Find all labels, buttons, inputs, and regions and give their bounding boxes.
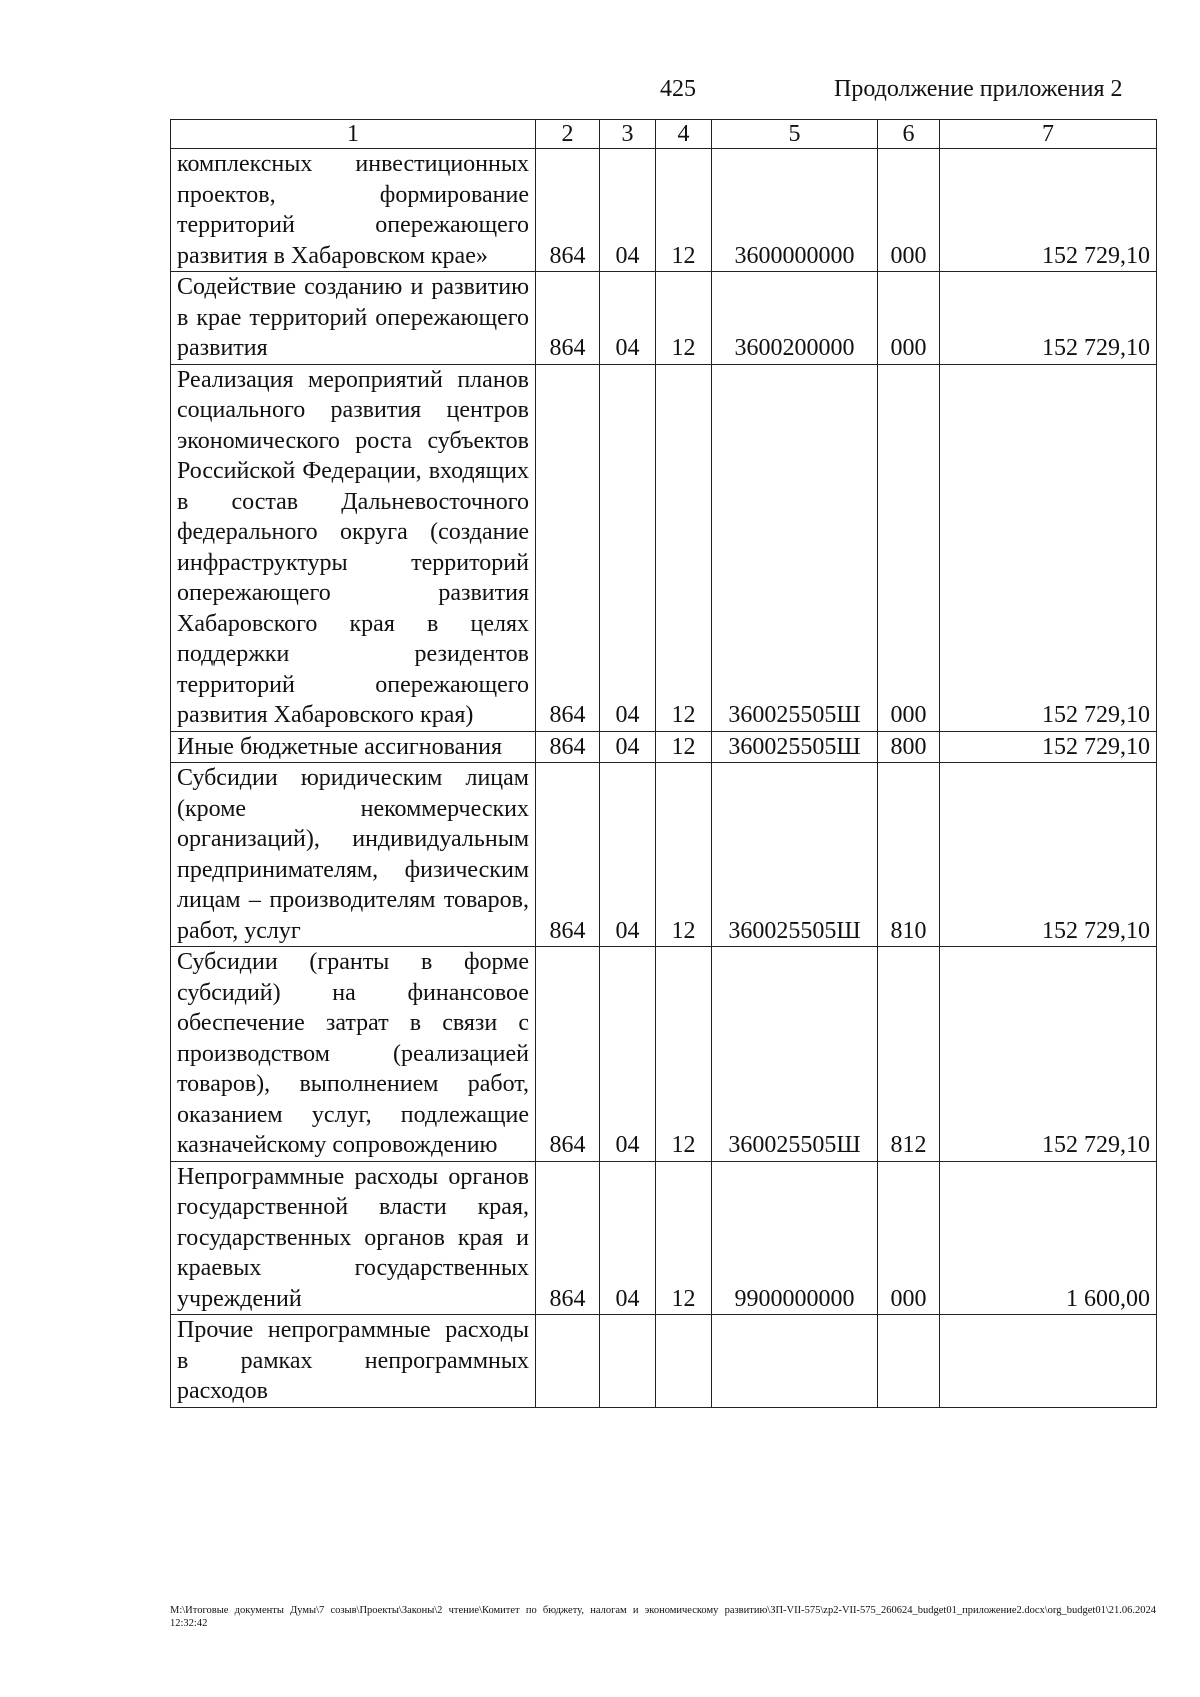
subsection-code-cell: 12 [656, 1161, 712, 1315]
column-header: 4 [656, 120, 712, 149]
ministry-code-cell: 864 [536, 149, 600, 272]
subsection-code-cell: 12 [656, 364, 712, 731]
amount-cell: 152 729,10 [940, 947, 1157, 1162]
budget-table [170, 119, 1157, 1408]
footer-file-path: М:\Итоговые документы Думы\7 созыв\Проекты\Законы\2 чтение\Комитет по бюджету, налогам и экономическому развитию\ЗП-VII-575\zp2-VII-575_260624_budget01_приложение2.docx\org_budget01\21.06.2024 12:32:42 [170, 1605, 1156, 1629]
column-header: 7 [940, 120, 1157, 149]
subsection-code-cell: 12 [656, 149, 712, 272]
target-article-cell: 360025505Ш [712, 364, 878, 731]
target-article-cell: 3600200000 [712, 272, 878, 365]
continuation-label: Продолжение приложения 2 [834, 76, 1123, 102]
section-code-cell: 04 [600, 272, 656, 365]
ministry-code-cell [536, 1315, 600, 1408]
section-code-cell: 04 [600, 731, 656, 763]
section-code-cell [600, 1315, 656, 1408]
page-number: 425 [660, 76, 696, 102]
table-row [171, 149, 1157, 272]
section-code-cell: 04 [600, 947, 656, 1162]
row-name-cell: Реализация мероприятий планов социального развития центров экономического роста субъектов Российской Федерации, входящих в состав Дальневосточного федерального округа (создание инфраструктуры территорий опережающего развития Хабаровского края в целях поддержки резидентов территорий опережающего развития Хабаровского края) [171, 364, 536, 731]
row-name-cell: Субсидии (гранты в форме субсидий) на финансовое обеспечение затрат в связи с производством (реализацией товаров), выполнением работ, оказанием услуг, подлежащие казначейскому сопровождению [171, 947, 536, 1162]
section-code-cell: 04 [600, 364, 656, 731]
amount-cell [940, 1315, 1157, 1408]
expense-type-cell: 812 [878, 947, 940, 1162]
target-article-cell [712, 1315, 878, 1408]
amount-cell: 152 729,10 [940, 272, 1157, 365]
expense-type-cell: 000 [878, 1161, 940, 1315]
expense-type-cell: 800 [878, 731, 940, 763]
amount-cell: 152 729,10 [940, 364, 1157, 731]
target-article-cell: 360025505Ш [712, 947, 878, 1162]
expense-type-cell [878, 1315, 940, 1408]
ministry-code-cell: 864 [536, 731, 600, 763]
table-header-row [171, 120, 1157, 149]
row-name-cell: комплексных инвестиционных проектов, формирование территорий опережающего развития в Хабаровском крае» [171, 149, 536, 272]
table-row [171, 947, 1157, 1162]
section-code-cell: 04 [600, 1161, 656, 1315]
table-row [171, 1315, 1157, 1408]
subsection-code-cell: 12 [656, 731, 712, 763]
ministry-code-cell: 864 [536, 364, 600, 731]
table-row [171, 763, 1157, 947]
amount-cell: 152 729,10 [940, 763, 1157, 947]
row-name-cell: Прочие непрограммные расходы в рамках непрограммных расходов [171, 1315, 536, 1408]
column-header: 2 [536, 120, 600, 149]
column-header: 3 [600, 120, 656, 149]
amount-cell: 152 729,10 [940, 731, 1157, 763]
target-article-cell: 3600000000 [712, 149, 878, 272]
amount-cell: 1 600,00 [940, 1161, 1157, 1315]
table-row [171, 731, 1157, 763]
table-row [171, 364, 1157, 731]
expense-type-cell: 000 [878, 149, 940, 272]
table-row [171, 1161, 1157, 1315]
expense-type-cell: 000 [878, 272, 940, 365]
section-code-cell: 04 [600, 763, 656, 947]
subsection-code-cell: 12 [656, 947, 712, 1162]
expense-type-cell: 000 [878, 364, 940, 731]
ministry-code-cell: 864 [536, 947, 600, 1162]
row-name-cell: Непрограммные расходы органов государственной власти края, государственных органов края и краевых государственных учреждений [171, 1161, 536, 1315]
subsection-code-cell [656, 1315, 712, 1408]
column-header: 5 [712, 120, 878, 149]
target-article-cell: 360025505Ш [712, 763, 878, 947]
ministry-code-cell: 864 [536, 1161, 600, 1315]
column-header: 1 [171, 120, 536, 149]
table-row [171, 272, 1157, 365]
row-name-cell: Субсидии юридическим лицам (кроме некоммерческих организаций), индивидуальным предпринимателям, физическим лицам – производителям товаров, работ, услуг [171, 763, 536, 947]
column-header: 6 [878, 120, 940, 149]
row-name-cell: Иные бюджетные ассигнования [171, 731, 536, 763]
ministry-code-cell: 864 [536, 272, 600, 365]
expense-type-cell: 810 [878, 763, 940, 947]
row-name-cell: Содействие созданию и развитию в крае территорий опережающего развития [171, 272, 536, 365]
subsection-code-cell: 12 [656, 763, 712, 947]
subsection-code-cell: 12 [656, 272, 712, 365]
ministry-code-cell: 864 [536, 763, 600, 947]
amount-cell: 152 729,10 [940, 149, 1157, 272]
target-article-cell: 360025505Ш [712, 731, 878, 763]
target-article-cell: 9900000000 [712, 1161, 878, 1315]
section-code-cell: 04 [600, 149, 656, 272]
